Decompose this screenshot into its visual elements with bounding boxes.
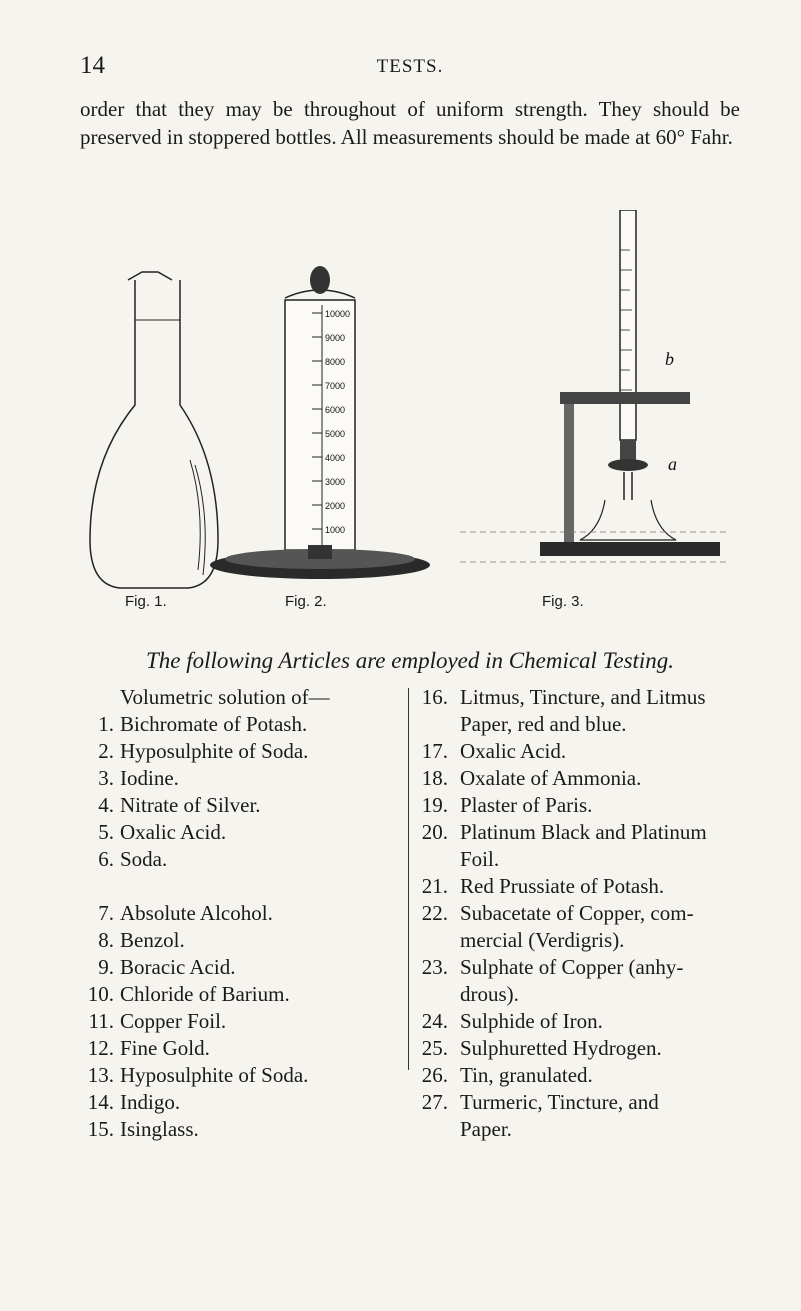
figures-area	[80, 210, 740, 620]
item-text: Soda.	[120, 847, 168, 871]
item-text: Plaster of Paris.	[460, 793, 593, 817]
list-item	[80, 927, 400, 954]
item-text: Sulphide of Iron.	[460, 1009, 603, 1033]
item-number: 18 .	[414, 765, 448, 792]
item-text: Indigo.	[120, 1090, 181, 1114]
list-item	[420, 765, 740, 792]
volumetric-list	[80, 711, 400, 873]
list-item	[80, 792, 400, 819]
item-number: 6 .	[80, 846, 114, 873]
list-item	[80, 1116, 400, 1143]
list-item	[420, 738, 740, 765]
scale-label: 4000	[325, 453, 346, 463]
article-list-left	[80, 900, 400, 1143]
item-number: 17 .	[414, 738, 448, 765]
burette-label-b: b	[665, 349, 674, 369]
scale-label: 2000	[325, 501, 346, 511]
figure-caption-3: Fig. 3.	[542, 593, 584, 610]
item-text: Chloride of Barium.	[120, 982, 290, 1006]
item-text: Benzol.	[120, 928, 185, 952]
item-text: Isinglass.	[120, 1117, 199, 1141]
list-item	[80, 981, 400, 1008]
item-text: Subacetate of Copper, com-	[460, 901, 694, 925]
list-item	[80, 900, 400, 927]
list-item	[80, 711, 400, 738]
figure-caption-1: Fig. 1.	[125, 593, 167, 610]
list-item	[80, 738, 400, 765]
item-text: Iodine.	[120, 766, 179, 790]
item-number: 19 .	[414, 792, 448, 819]
item-number: 11 .	[80, 1008, 114, 1035]
item-text: Boracic Acid.	[120, 955, 236, 979]
scale-label: 3000	[325, 477, 346, 487]
item-text: Litmus, Tincture, and Litmus	[460, 685, 706, 709]
list-item	[420, 954, 740, 1008]
item-text: Fine Gold.	[120, 1036, 210, 1060]
scale-label: 9000	[325, 333, 346, 343]
list-item	[420, 873, 740, 900]
page-number: 14	[80, 52, 105, 79]
page-header	[80, 52, 740, 82]
list-item	[80, 846, 400, 873]
list-item	[80, 765, 400, 792]
item-number: 12 .	[80, 1035, 114, 1062]
item-text: Hyposulphite of Soda.	[120, 1063, 309, 1087]
scale-label: 5000	[325, 429, 346, 439]
section-title: The following Articles are employed in Chemical Testing.	[145, 648, 675, 673]
item-number: 4 .	[80, 792, 114, 819]
scale-label: 6000	[325, 405, 346, 415]
list-item	[80, 1062, 400, 1089]
running-head: TESTS.	[376, 56, 444, 77]
item-text: Foil.	[460, 847, 500, 871]
item-text: Tin, granulated.	[460, 1063, 593, 1087]
list-item	[420, 1089, 740, 1143]
list-item	[420, 1035, 740, 1062]
item-number: 1 .	[80, 711, 114, 738]
item-text: mercial (Verdigris).	[460, 928, 625, 952]
scale-label: 1000	[325, 525, 346, 535]
list-item	[420, 684, 740, 738]
item-text: Paper.	[460, 1117, 512, 1141]
item-text: Oxalic Acid.	[120, 820, 227, 844]
list-item	[80, 819, 400, 846]
item-number: 27 .	[414, 1089, 448, 1116]
right-column	[420, 684, 740, 1143]
item-number: 7 .	[80, 900, 114, 927]
item-text: Hyposulphite of Soda.	[120, 739, 309, 763]
item-text: Copper Foil.	[120, 1009, 227, 1033]
item-number: 22 .	[414, 900, 448, 927]
item-text: Sulphate of Copper (anhy-	[460, 955, 684, 979]
item-number: 8 .	[80, 927, 114, 954]
list-item	[420, 900, 740, 954]
item-text: Red Prussiate of Potash.	[460, 874, 665, 898]
item-number: 3 .	[80, 765, 114, 792]
item-number: 9 .	[80, 954, 114, 981]
volumetric-flask-illustration	[90, 272, 218, 588]
item-text: drous).	[460, 982, 519, 1006]
volumetric-heading: Volumetric solution of—	[120, 685, 330, 709]
column-divider	[408, 688, 409, 1070]
item-text: Nitrate of Silver.	[120, 793, 261, 817]
item-number: 16 .	[414, 684, 448, 711]
figure-caption-2: Fig. 2.	[285, 593, 327, 610]
list-item	[420, 1062, 740, 1089]
item-number: 13 .	[80, 1062, 114, 1089]
list-item	[80, 954, 400, 981]
scale-label: 10000	[325, 309, 351, 319]
scale-label: 8000	[325, 357, 346, 367]
item-text: Oxalic Acid.	[460, 739, 567, 763]
item-number: 24 .	[414, 1008, 448, 1035]
item-text: Sulphuretted Hydrogen.	[460, 1036, 662, 1060]
item-number: 5 .	[80, 819, 114, 846]
item-text: Paper, red and blue.	[460, 712, 627, 736]
item-number: 10 .	[80, 981, 114, 1008]
item-text: Bichromate of Potash.	[120, 712, 308, 736]
list-item	[80, 1008, 400, 1035]
item-text: Platinum Black and Platinum	[460, 820, 707, 844]
figures-illustration	[80, 210, 740, 590]
list-item	[80, 1035, 400, 1062]
item-text: Oxalate of Ammonia.	[460, 766, 642, 790]
item-number: 14 .	[80, 1089, 114, 1116]
burette-stand-illustration	[460, 210, 730, 562]
item-text: Absolute Alcohol.	[120, 901, 273, 925]
list-item	[80, 1089, 400, 1116]
item-number: 2 .	[80, 738, 114, 765]
item-number: 20 .	[414, 819, 448, 846]
intro-paragraph: order that they may be throughout of uniform strength. They should be preserved in stoppered bottles. All measurements should be made at 60° Fahr.	[80, 97, 740, 149]
item-number: 26 .	[414, 1062, 448, 1089]
scale-label: 7000	[325, 381, 346, 391]
left-column	[80, 684, 400, 1143]
list-item	[420, 819, 740, 873]
burette-label-a: a	[668, 454, 677, 474]
item-number: 15 .	[80, 1116, 114, 1143]
item-number: 25 .	[414, 1035, 448, 1062]
item-number: 23 .	[414, 954, 448, 981]
list-item	[420, 792, 740, 819]
list-item	[420, 1008, 740, 1035]
item-number: 21 .	[414, 873, 448, 900]
item-text: Turmeric, Tincture, and	[460, 1090, 659, 1114]
